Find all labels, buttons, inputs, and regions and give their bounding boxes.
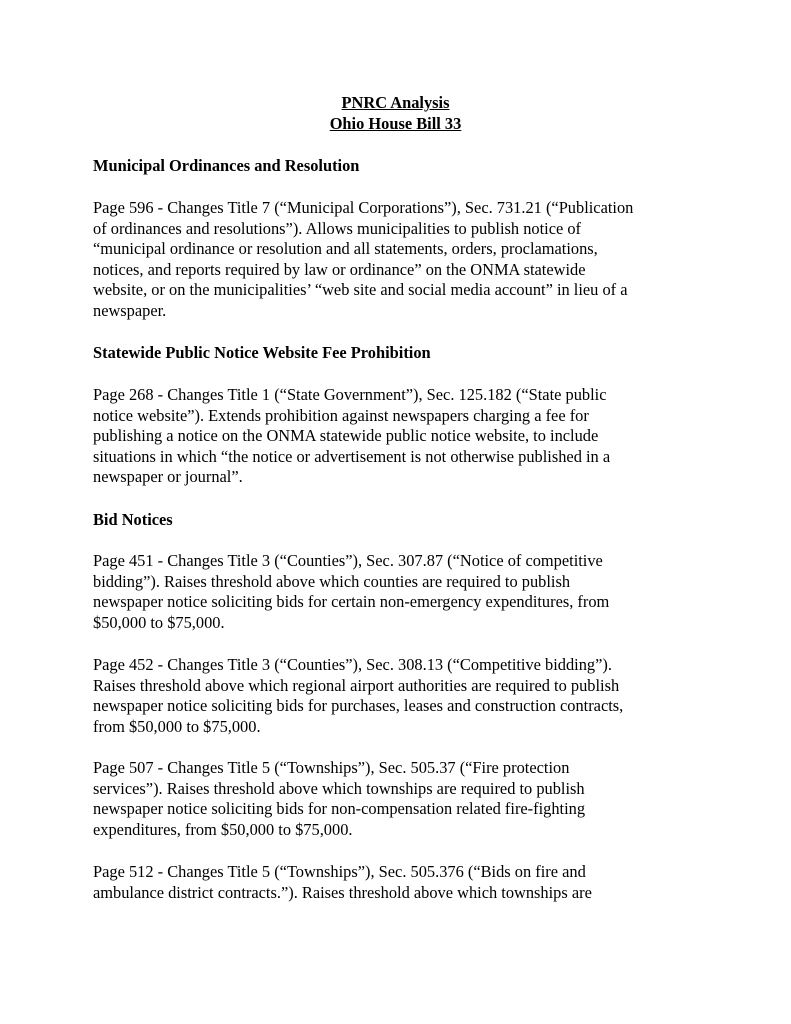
title-line-1: PNRC Analysis [341, 93, 450, 112]
paragraph-page-512 [93, 862, 699, 903]
paragraph-line: newspaper or journal”. [93, 467, 243, 487]
paragraph-line: Raises threshold above which regional airport authorities are required to publish [93, 675, 620, 695]
paragraph-line: services”). Raises threshold above which townships are required to publish [93, 778, 585, 798]
paragraph-line: of ordinances and resolutions”). Allows municipalities to publish notice of [93, 218, 581, 238]
paragraph-line: newspaper. [93, 300, 167, 320]
paragraph-line: expenditures, from $50,000 to $75,000. [93, 819, 353, 839]
paragraph-line: newspaper notice soliciting bids for purchases, leases and construction contracts, [93, 696, 624, 716]
paragraph-line: $50,000 to $75,000. [93, 612, 225, 632]
paragraph-line: ambulance district contracts.”). Raises threshold above which townships are [93, 882, 592, 902]
section-heading-municipal-ordinances: Municipal Ordinances and Resolution [93, 156, 360, 175]
paragraph-line: Page 451 - Changes Title 3 (“Counties”), Sec. 307.87 (“Notice of competitive [93, 551, 603, 570]
paragraph-page-452 [93, 655, 699, 737]
paragraph-line: “municipal ordinance or resolution and all statements, orders, proclamations, [93, 239, 598, 259]
section-heading-bid-notices: Bid Notices [93, 510, 173, 529]
paragraph-line: Page 268 - Changes Title 1 (“State Government”), Sec. 125.182 (“State public [93, 385, 607, 404]
paragraph-line: newspaper notice soliciting bids for certain non-emergency expenditures, from [93, 592, 610, 612]
paragraph-line: from $50,000 to $75,000. [93, 716, 261, 736]
title-line-2: Ohio House Bill 33 [329, 114, 462, 133]
paragraph-line: Page 596 - Changes Title 7 (“Municipal Corporations”), Sec. 731.21 (“Publication [93, 198, 634, 217]
paragraph-line: notice website”). Extends prohibition against newspapers charging a fee for [93, 405, 589, 425]
section-heading-fee-prohibition: Statewide Public Notice Website Fee Prohibition [93, 343, 431, 362]
paragraph-line: newspaper notice soliciting bids for non-compensation related fire-fighting [93, 799, 586, 819]
document-title [0, 93, 791, 135]
paragraph-page-268 [93, 385, 699, 488]
paragraph-page-596 [93, 198, 699, 322]
paragraph-page-451 [93, 551, 699, 633]
paragraph-line: situations in which “the notice or advertisement is not otherwise published in a [93, 446, 611, 466]
paragraph-line: Page 512 - Changes Title 5 (“Townships”), Sec. 505.376 (“Bids on fire and [93, 862, 586, 881]
paragraph-line: bidding”). Raises threshold above which counties are required to publish [93, 571, 571, 591]
paragraph-line: website, or on the municipalities’ “web site and social media account” in lieu of a [93, 280, 628, 300]
paragraph-page-507 [93, 758, 699, 840]
paragraph-line: Page 507 - Changes Title 5 (“Townships”), Sec. 505.37 (“Fire protection [93, 758, 570, 777]
paragraph-line: publishing a notice on the ONMA statewide public notice website, to include [93, 426, 599, 446]
paragraph-line: notices, and reports required by law or ordinance” on the ONMA statewide [93, 259, 586, 279]
paragraph-line: Page 452 - Changes Title 3 (“Counties”), Sec. 308.13 (“Competitive bidding”). [93, 655, 612, 674]
